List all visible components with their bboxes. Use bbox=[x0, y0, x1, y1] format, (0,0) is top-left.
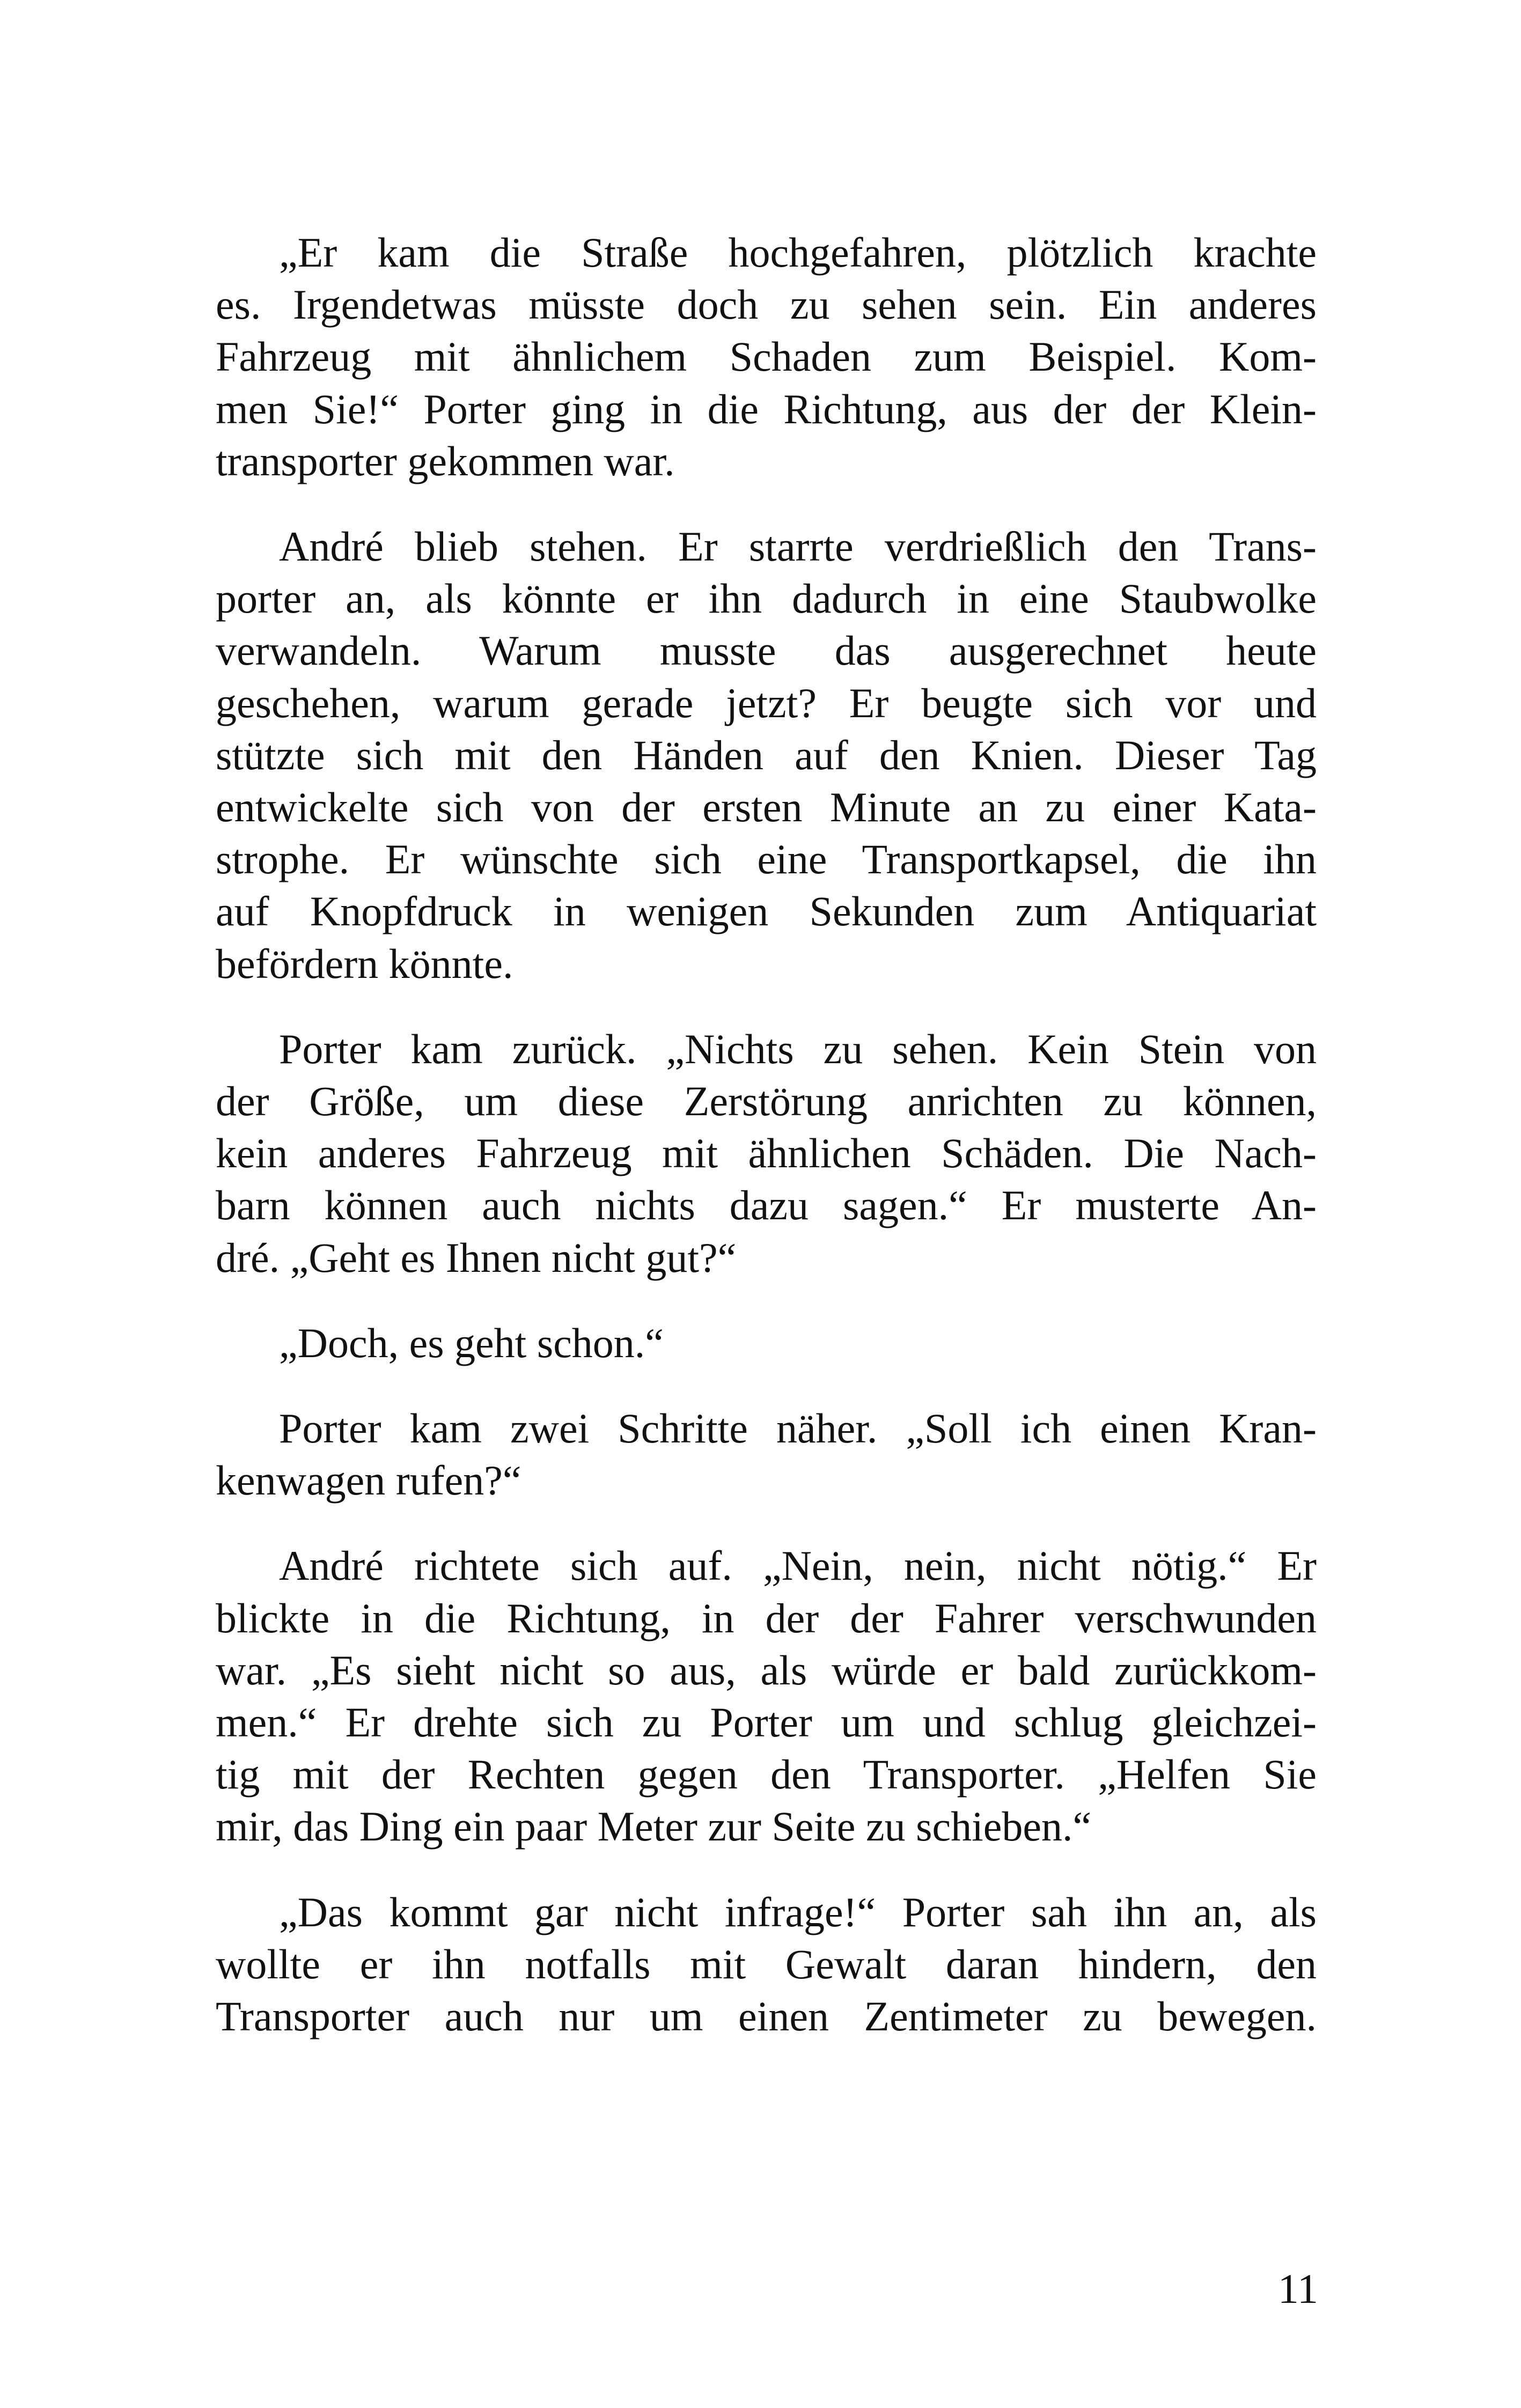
text-line: wollte er ihn notfalls mit Gewalt daran hindern, den bbox=[216, 1940, 1317, 1987]
text-line: entwickelte sich von der ersten Minute an zu einer Kata- bbox=[216, 784, 1317, 831]
text-line: barn können auch nichts dazu sagen.“ Er musterte An- bbox=[216, 1182, 1317, 1229]
text-line: war. „Es sieht nicht so aus, als würde er bald zurückkom- bbox=[216, 1646, 1317, 1693]
text-line: es. Irgendetwas müsste doch zu sehen sein. Ein anderes bbox=[216, 281, 1317, 328]
text-line: „Er kam die Straße hochgefahren, plötzlich krachte bbox=[279, 229, 1317, 276]
body-text bbox=[216, 226, 1317, 2075]
paragraph bbox=[216, 1540, 1317, 1852]
text-line: Porter kam zwei Schritte näher. „Soll ich einen Kran- bbox=[279, 1405, 1317, 1452]
text-line: verwandeln. Warum musste das ausgerechnet heute bbox=[216, 627, 1317, 674]
text-line: geschehen, warum gerade jetzt? Er beugte sich vor und bbox=[216, 679, 1317, 726]
page-number: 11 bbox=[1277, 2265, 1318, 2312]
text-line: „Das kommt gar nicht infrage!“ Porter sah ihn an, als bbox=[279, 1888, 1317, 1935]
paragraph bbox=[216, 1886, 1317, 2043]
text-line: tig mit der Rechten gegen den Transporter. „Helfen Sie bbox=[216, 1751, 1317, 1798]
paragraph bbox=[216, 1317, 1317, 1369]
text-line: porter an, als könnte er ihn dadurch in eine Staubwolke bbox=[216, 575, 1317, 622]
text-line: stützte sich mit den Händen auf den Knien. Dieser Tag bbox=[216, 731, 1317, 778]
text-line: blickte in die Richtung, in der der Fahrer verschwunden bbox=[216, 1594, 1317, 1641]
text-line: transporter gekommen war. bbox=[216, 437, 675, 484]
text-line: „Doch, es geht schon.“ bbox=[279, 1319, 664, 1366]
text-line: men Sie!“ Porter ging in die Richtung, aus der der Klein- bbox=[216, 385, 1317, 432]
text-line: auf Knopfdruck in wenigen Sekunden zum Antiquariat bbox=[216, 888, 1317, 935]
text-line: André richtete sich auf. „Nein, nein, nicht nötig.“ Er bbox=[279, 1542, 1317, 1589]
text-line: der Größe, um diese Zerstörung anrichten zu können, bbox=[216, 1078, 1317, 1125]
paragraph bbox=[216, 226, 1317, 487]
text-line: kein anderes Fahrzeug mit ähnlichen Schäden. Die Nach- bbox=[216, 1130, 1317, 1177]
text-line: Transporter auch nur um einen Zentimeter zu bewegen. bbox=[216, 1993, 1317, 2040]
paragraph bbox=[216, 1402, 1317, 1506]
text-line: strophe. Er wünschte sich eine Transportkapsel, die ihn bbox=[216, 836, 1317, 883]
text-line: André blieb stehen. Er starrte verdrießlich den Trans- bbox=[279, 523, 1317, 570]
paragraph bbox=[216, 520, 1317, 990]
text-line: befördern könnte. bbox=[216, 940, 513, 987]
text-line: Porter kam zurück. „Nichts zu sehen. Kein Stein von bbox=[279, 1025, 1317, 1072]
paragraph bbox=[216, 1023, 1317, 1284]
text-line: Fahrzeug mit ähnlichem Schaden zum Beispiel. Kom- bbox=[216, 333, 1317, 380]
text-line: mir, das Ding ein paar Meter zur Seite zu schieben.“ bbox=[216, 1803, 1092, 1850]
text-line: kenwagen rufen?“ bbox=[216, 1457, 521, 1504]
text-line: men.“ Er drehte sich zu Porter um und schlug gleichzei- bbox=[216, 1699, 1317, 1746]
text-line: dré. „Geht es Ihnen nicht gut?“ bbox=[216, 1234, 737, 1281]
